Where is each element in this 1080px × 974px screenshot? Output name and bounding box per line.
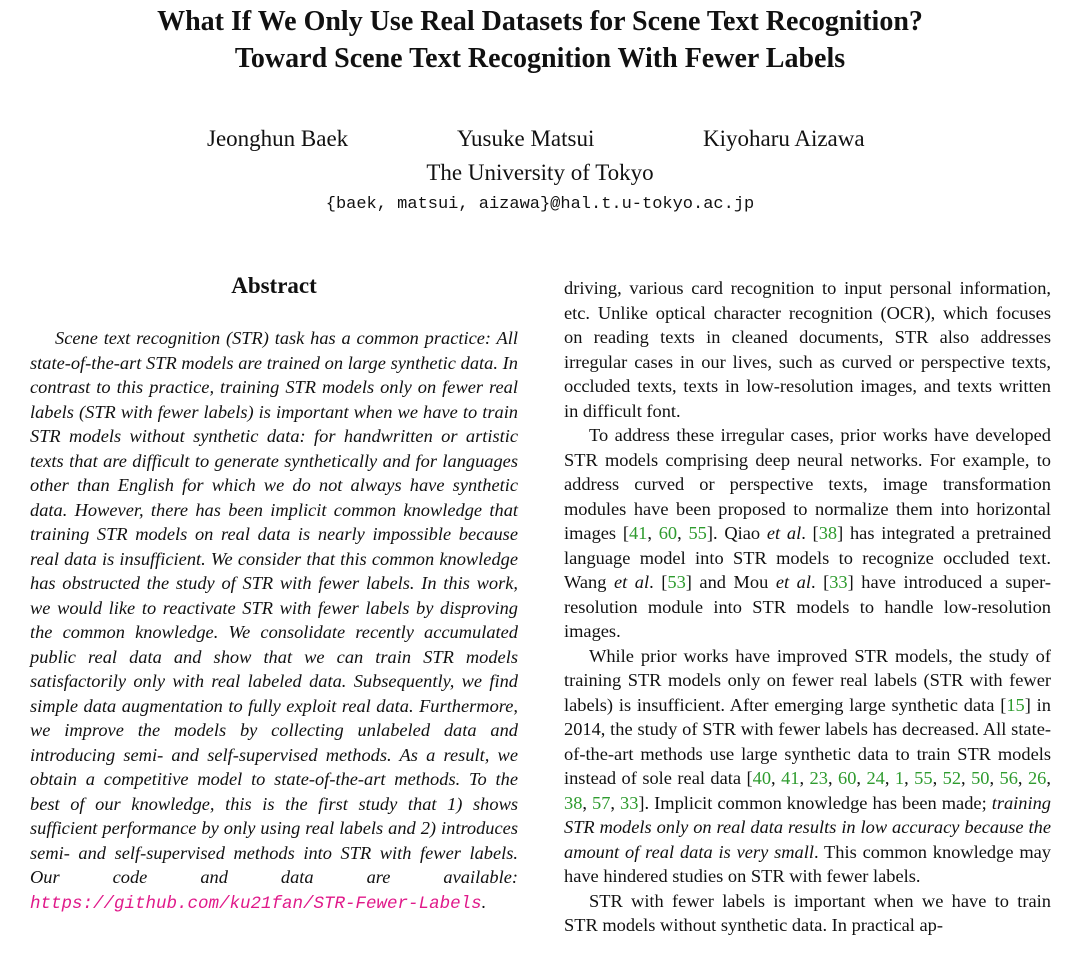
paragraph-text: ,	[884, 768, 895, 788]
paragraph-text: ]. Qiao	[706, 523, 767, 543]
citation-link[interactable]: 55	[914, 768, 933, 788]
citation-link[interactable]: 56	[999, 768, 1018, 788]
paper-title	[0, 3, 1080, 77]
abstract-heading: Abstract	[231, 273, 317, 298]
paragraph-text: ,	[989, 768, 1000, 788]
citation-link[interactable]: 15	[1006, 694, 1025, 715]
affiliation: The University of Tokyo	[426, 160, 654, 185]
citation-link[interactable]: 1	[894, 768, 905, 788]
citation-link[interactable]: 53	[667, 572, 686, 592]
abstract-body: Scene text recognition (STR) task has a common practice: All state-of-the-art STR models are trained on large synthetic data. In contrast to this practice, training STR models only on fewer real labels (STR with fewer labels) is important when we have to train STR models without synthetic data: for handwritten or artistic texts that are difficult to generate synthetically and for languages other than English for which we do not always have synthetic data. However, there has been implicit common knowledge that training STR models on real data is nearly impossible because real data is insufficient. We consider that this common knowledge has obstructed the study of STR with fewer labels. In this work, we would like to reactivate STR with fewer labels by disproving the common knowledge. We consolidate recently accumulated public real data and show that we can train STR models satisfactorily only with real labeled data. Subsequently, we find simple data augmentation to fully exploit real data. Furthermore, we improve the models by collecting unlabeled data and introducing semi- and self-supervised methods. As a result, we obtain a competitive model to state-of-the-art methods. To the best of our knowledge, this is the first study that 1) shows sufficient performance by only using real labels and 2) introduces semi- and self-supervised methods into STR with fewer labels. Our code and data are available:	[30, 328, 518, 887]
intro-column	[564, 276, 1051, 938]
paragraph-text: ,	[1017, 768, 1028, 788]
paragraph-text: ,	[1046, 768, 1051, 788]
italic-text: training STR models only on real data results in low accuracy because the amount of real data is very small	[564, 792, 1051, 862]
abstract-text	[30, 326, 518, 916]
paragraph-text: ] has integrated a pretrained language model into STR models to recognize occluded text. Wang	[564, 523, 1051, 592]
paragraph-text: ,	[647, 523, 659, 543]
abstract-end: .	[481, 891, 487, 912]
intro-paragraph-3	[564, 644, 1051, 889]
italic-text: et al	[613, 572, 650, 592]
paragraph-text: . [	[801, 523, 819, 543]
citation-link[interactable]: 52	[942, 768, 962, 788]
intro-paragraph-2	[564, 423, 1051, 644]
citation-link[interactable]: 24	[866, 768, 885, 788]
author-emails: {baek, matsui, aizawa}@hal.t.u-tokyo.ac.jp	[325, 195, 755, 214]
author-list	[0, 124, 1080, 156]
paragraph-text: To address these irregular cases, prior works have developed STR models comprising deep neural networks. For example, to address curved or perspective texts, image transformation modules have been proposed to normalize them into horizontal images [	[564, 425, 1051, 543]
intro-paragraph-1: driving, various card recognition to input personal information, etc. Unlike optical character recognition (OCR), which focuses on reading texts in cleaned documents, STR also addresses irregular cases in our lives, such as curved or perspective texts, occluded texts, texts in low-resolution images, and texts written in difficult font.	[564, 278, 1051, 421]
paragraph-text: . [	[649, 572, 668, 592]
author-name: Jeonghun Baek	[207, 126, 349, 151]
code-link[interactable]: https://github.com/ku21fan/STR-Fewer-Labels	[30, 893, 482, 914]
paragraph-text: ,	[771, 768, 782, 788]
paragraph-text: ,	[856, 768, 867, 788]
paragraph-text: ] have introduced a super-resolution module into STR models to handle low-resolution images.	[564, 572, 1051, 641]
citation-link[interactable]: 60	[838, 768, 857, 788]
italic-text: et al	[766, 523, 802, 543]
citation-link[interactable]: 41	[781, 768, 800, 788]
paragraph-text: ,	[677, 523, 689, 543]
citation-link[interactable]: 38	[564, 792, 583, 813]
paragraph-text: ] in 2014, the study of STR with fewer labels has decreased. All state-of-the-art methods use large synthetic data to train STR models instead of sole real data [	[564, 694, 1051, 788]
paragraph-text: ,	[799, 768, 810, 788]
paragraph-text: . This common knowledge may have hindered studies on STR with fewer labels.	[564, 841, 1051, 886]
author-name: Kiyoharu Aizawa	[703, 126, 865, 151]
paragraph-text: ,	[961, 768, 972, 788]
paragraph-text: ,	[932, 768, 943, 788]
citation-link[interactable]: 33	[829, 572, 848, 592]
citation-link[interactable]: 26	[1027, 768, 1047, 788]
paragraph-text: ,	[582, 792, 593, 813]
citation-link[interactable]: 38	[818, 523, 838, 543]
citation-link[interactable]: 23	[809, 768, 828, 788]
intro-paragraph-4: STR with fewer labels is important when we have to train STR models without synthetic data. In practical ap-	[564, 890, 1051, 935]
paragraph-text: ]. Implicit common knowledge has been made;	[638, 792, 992, 813]
author-name: Yusuke Matsui	[457, 126, 595, 151]
citation-link[interactable]: 33	[620, 792, 639, 813]
citation-link[interactable]: 40	[752, 768, 772, 788]
paragraph-text: . [	[810, 572, 830, 592]
title-line-2: Toward Scene Text Recognition With Fewer Labels	[234, 43, 846, 74]
title-line-1: What If We Only Use Real Datasets for Scene Text Recognition?	[157, 6, 923, 37]
citation-link[interactable]: 55	[688, 523, 707, 543]
paragraph-text: While prior works have improved STR models, the study of training STR models only on fewer real labels (STR with fewer labels) is insufficient. After emerging large synthetic data [	[564, 645, 1051, 715]
paragraph-text: ,	[610, 792, 621, 813]
citation-link[interactable]: 50	[971, 768, 990, 788]
italic-text: et al	[775, 572, 811, 592]
paragraph-text: ,	[904, 768, 915, 788]
citation-link[interactable]: 41	[628, 523, 648, 543]
citation-link[interactable]: 57	[592, 792, 611, 813]
citation-link[interactable]: 60	[658, 523, 678, 543]
paragraph-text: ,	[827, 768, 838, 788]
paragraph-text: ] and Mou	[685, 572, 776, 592]
